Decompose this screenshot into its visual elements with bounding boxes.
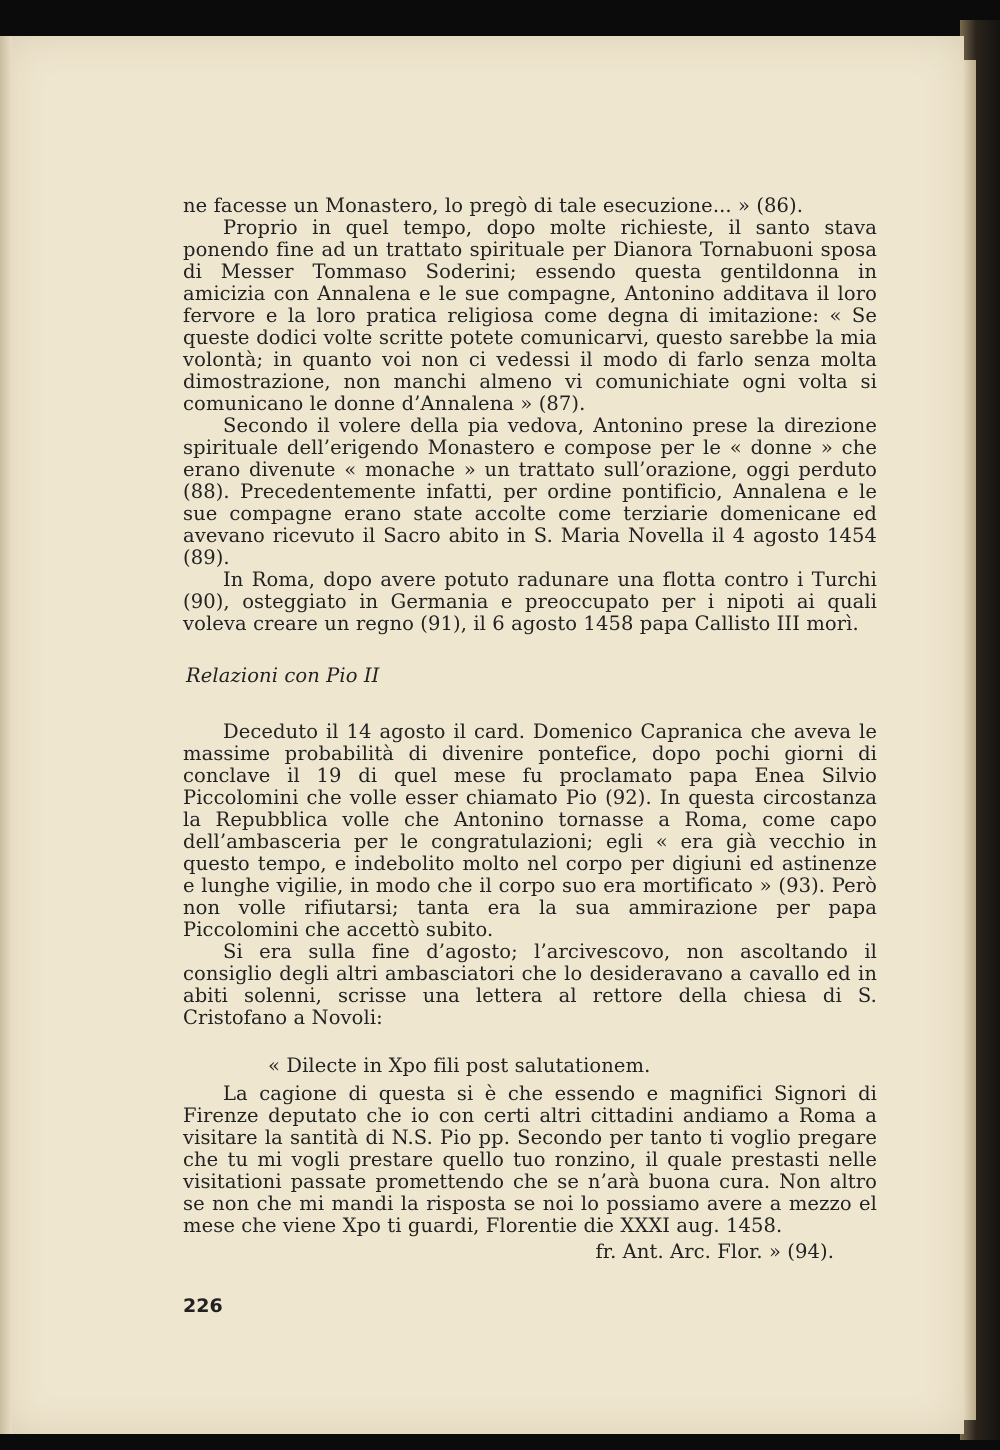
page-number: 226 [183,1295,223,1317]
letter-opening: « Dilecte in Xpo fili post salutationem. [268,1054,651,1077]
paragraph: Secondo il volere della pia vedova, Antonino prese la direzione spirituale dell’erigendo Monastero e compose per le « donne » che erano divenute « monache » un trattato sull’orazione, oggi perduto (88). Precedentemente infatti, per ordine pontificio, Annalena e le sue compagne erano state accolte come terziarie domenicane ed avevano ricevuto il Sacro abito in S. Maria Novella il 4 agosto 1454 (89). [183,414,877,569]
paragraph: Proprio in quel tempo, dopo molte richieste, il santo stava ponendo fine ad un trattato spirituale per Dianora Tornabuoni sposa di Messer Tommaso Soderini; essendo questa gentildonna in amicizia con Annalena e le sue compagne, Antonino additava il loro fervore e la loro pratica religiosa come degna di imitazione: « Se queste dodici volte scritte potete comunicarvi, questo sarebbe la mia volontà; in quanto voi non ci vedessi il modo di farlo senza molta dimostrazione, non manchi almeno vi comunichiate ogni volta si comunicano le donne d’Annalena » (87). [183,216,877,415]
letter-body: La cagione di questa si è che essendo e magnifici Signori di Firenze deputato che io con certi altri cittadini andiamo a Roma a visitare la santità di N.S. Pio pp. Secondo per tanto ti voglio pregare che tu mi vogli prestare quello tuo ronzino, il quale prestasti nelle visitationi passate promettendo che se n’arà buona cura. Non altro se non che mi mandi la risposta se noi lo possiamo avere a mezzo el mese che viene Xpo ti guardi, Florentie die XXXI aug. 1458. [183,1082,877,1237]
paragraph-continuation: ne facesse un Monastero, lo pregò di tale esecuzione... » (86). [183,194,804,217]
letter-signature: fr. Ant. Arc. Flor. » (94). [595,1240,834,1263]
paragraph: In Roma, dopo avere potuto radunare una flotta contro i Turchi (90), osteggiato in Germania e preoccupato per i nipoti ai quali voleva creare un regno (91), il 6 agosto 1458 papa Callisto III morì. [183,568,877,635]
page-gutter [0,36,12,1434]
page-text [183,195,877,1263]
paragraph: Deceduto il 14 agosto il card. Domenico Capranica che aveva le massime probabilità di divenire pontefice, dopo pochi giorni di conclave il 19 di quel mese fu proclamato papa Enea Silvio Piccolomini che volle esser chiamato Pio (92). In questa circostanza la Repubblica volle che Antonino tornasse a Roma, come capo dell’ambasceria per le congratulazioni; egli « era già vecchio in questo tempo, e indebolito molto nel corpo per digiuni ed astinenze e lunghe vigilie, in modo che il corpo suo era mortificato » (93). Però non volle rifiutarsi; tanta era la sua ammirazione per papa Piccolomini che accettò subito. [183,720,877,941]
paragraph: Si era sulla fine d’agosto; l’arcivescovo, non ascoltando il consiglio degli altri ambasciatori che lo desideravano a cavallo ed in abiti solenni, scrisse una lettera al rettore della chiesa di S. Cristofano a Novoli: [183,940,877,1029]
section-heading: Relazioni con Pio II [186,664,380,687]
page-stack-edge [962,60,976,1420]
